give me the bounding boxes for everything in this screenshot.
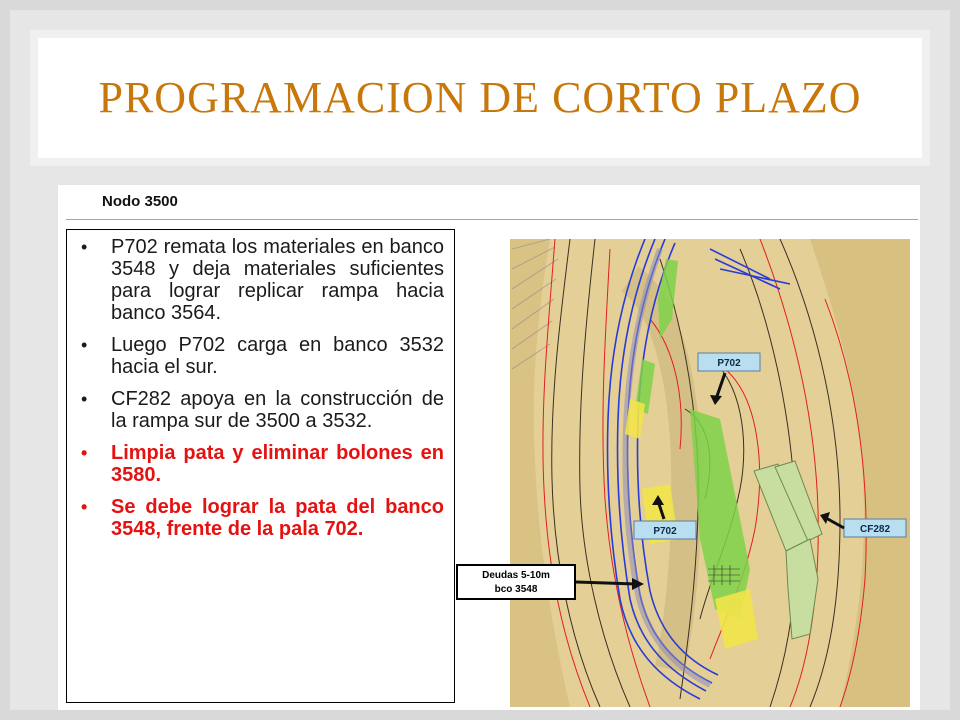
- mine-plan-map: [510, 239, 910, 707]
- map-label-p702-top: P702: [717, 358, 741, 369]
- bullet-item: • P702 remata los materiales en banco 3548 y deja materiales suficientes para lograr replicar rampa hacia banco 3564.: [111, 236, 444, 324]
- label-cf282: [844, 519, 906, 537]
- title-band: [30, 30, 930, 166]
- bullet-text-box: [66, 229, 455, 703]
- map-label-cf282: CF282: [859, 524, 891, 535]
- bullet-list: [67, 230, 454, 540]
- panel-heading: Nodo 3500: [102, 193, 178, 210]
- callout-line-1: Deudas 5-10m: [482, 570, 550, 581]
- bullet-item: • Luego P702 carga en banco 3532 hacia el sur.: [111, 334, 444, 378]
- deudas-callout: [456, 561, 696, 621]
- bullet-item: • CF282 apoya en la construcción de la rampa sur de 3500 a 3532.: [111, 388, 444, 432]
- slide-title: PROGRAMACION DE CORTO PLAZO: [98, 73, 862, 122]
- label-p702-top: [698, 353, 760, 371]
- bullet-item-emphasis: • Se debe lograr la pata del banco 3548, frente de la pala 702.: [111, 496, 444, 540]
- label-p702-bottom: [634, 521, 696, 539]
- heading-underline: [66, 219, 918, 220]
- slide: [10, 10, 950, 710]
- callout-line-2: bco 3548: [494, 584, 538, 595]
- content-image: [58, 185, 920, 710]
- map-label-p702-bottom: P702: [653, 526, 677, 537]
- bullet-item-emphasis: • Limpia pata y eliminar bolones en 3580.: [111, 442, 444, 486]
